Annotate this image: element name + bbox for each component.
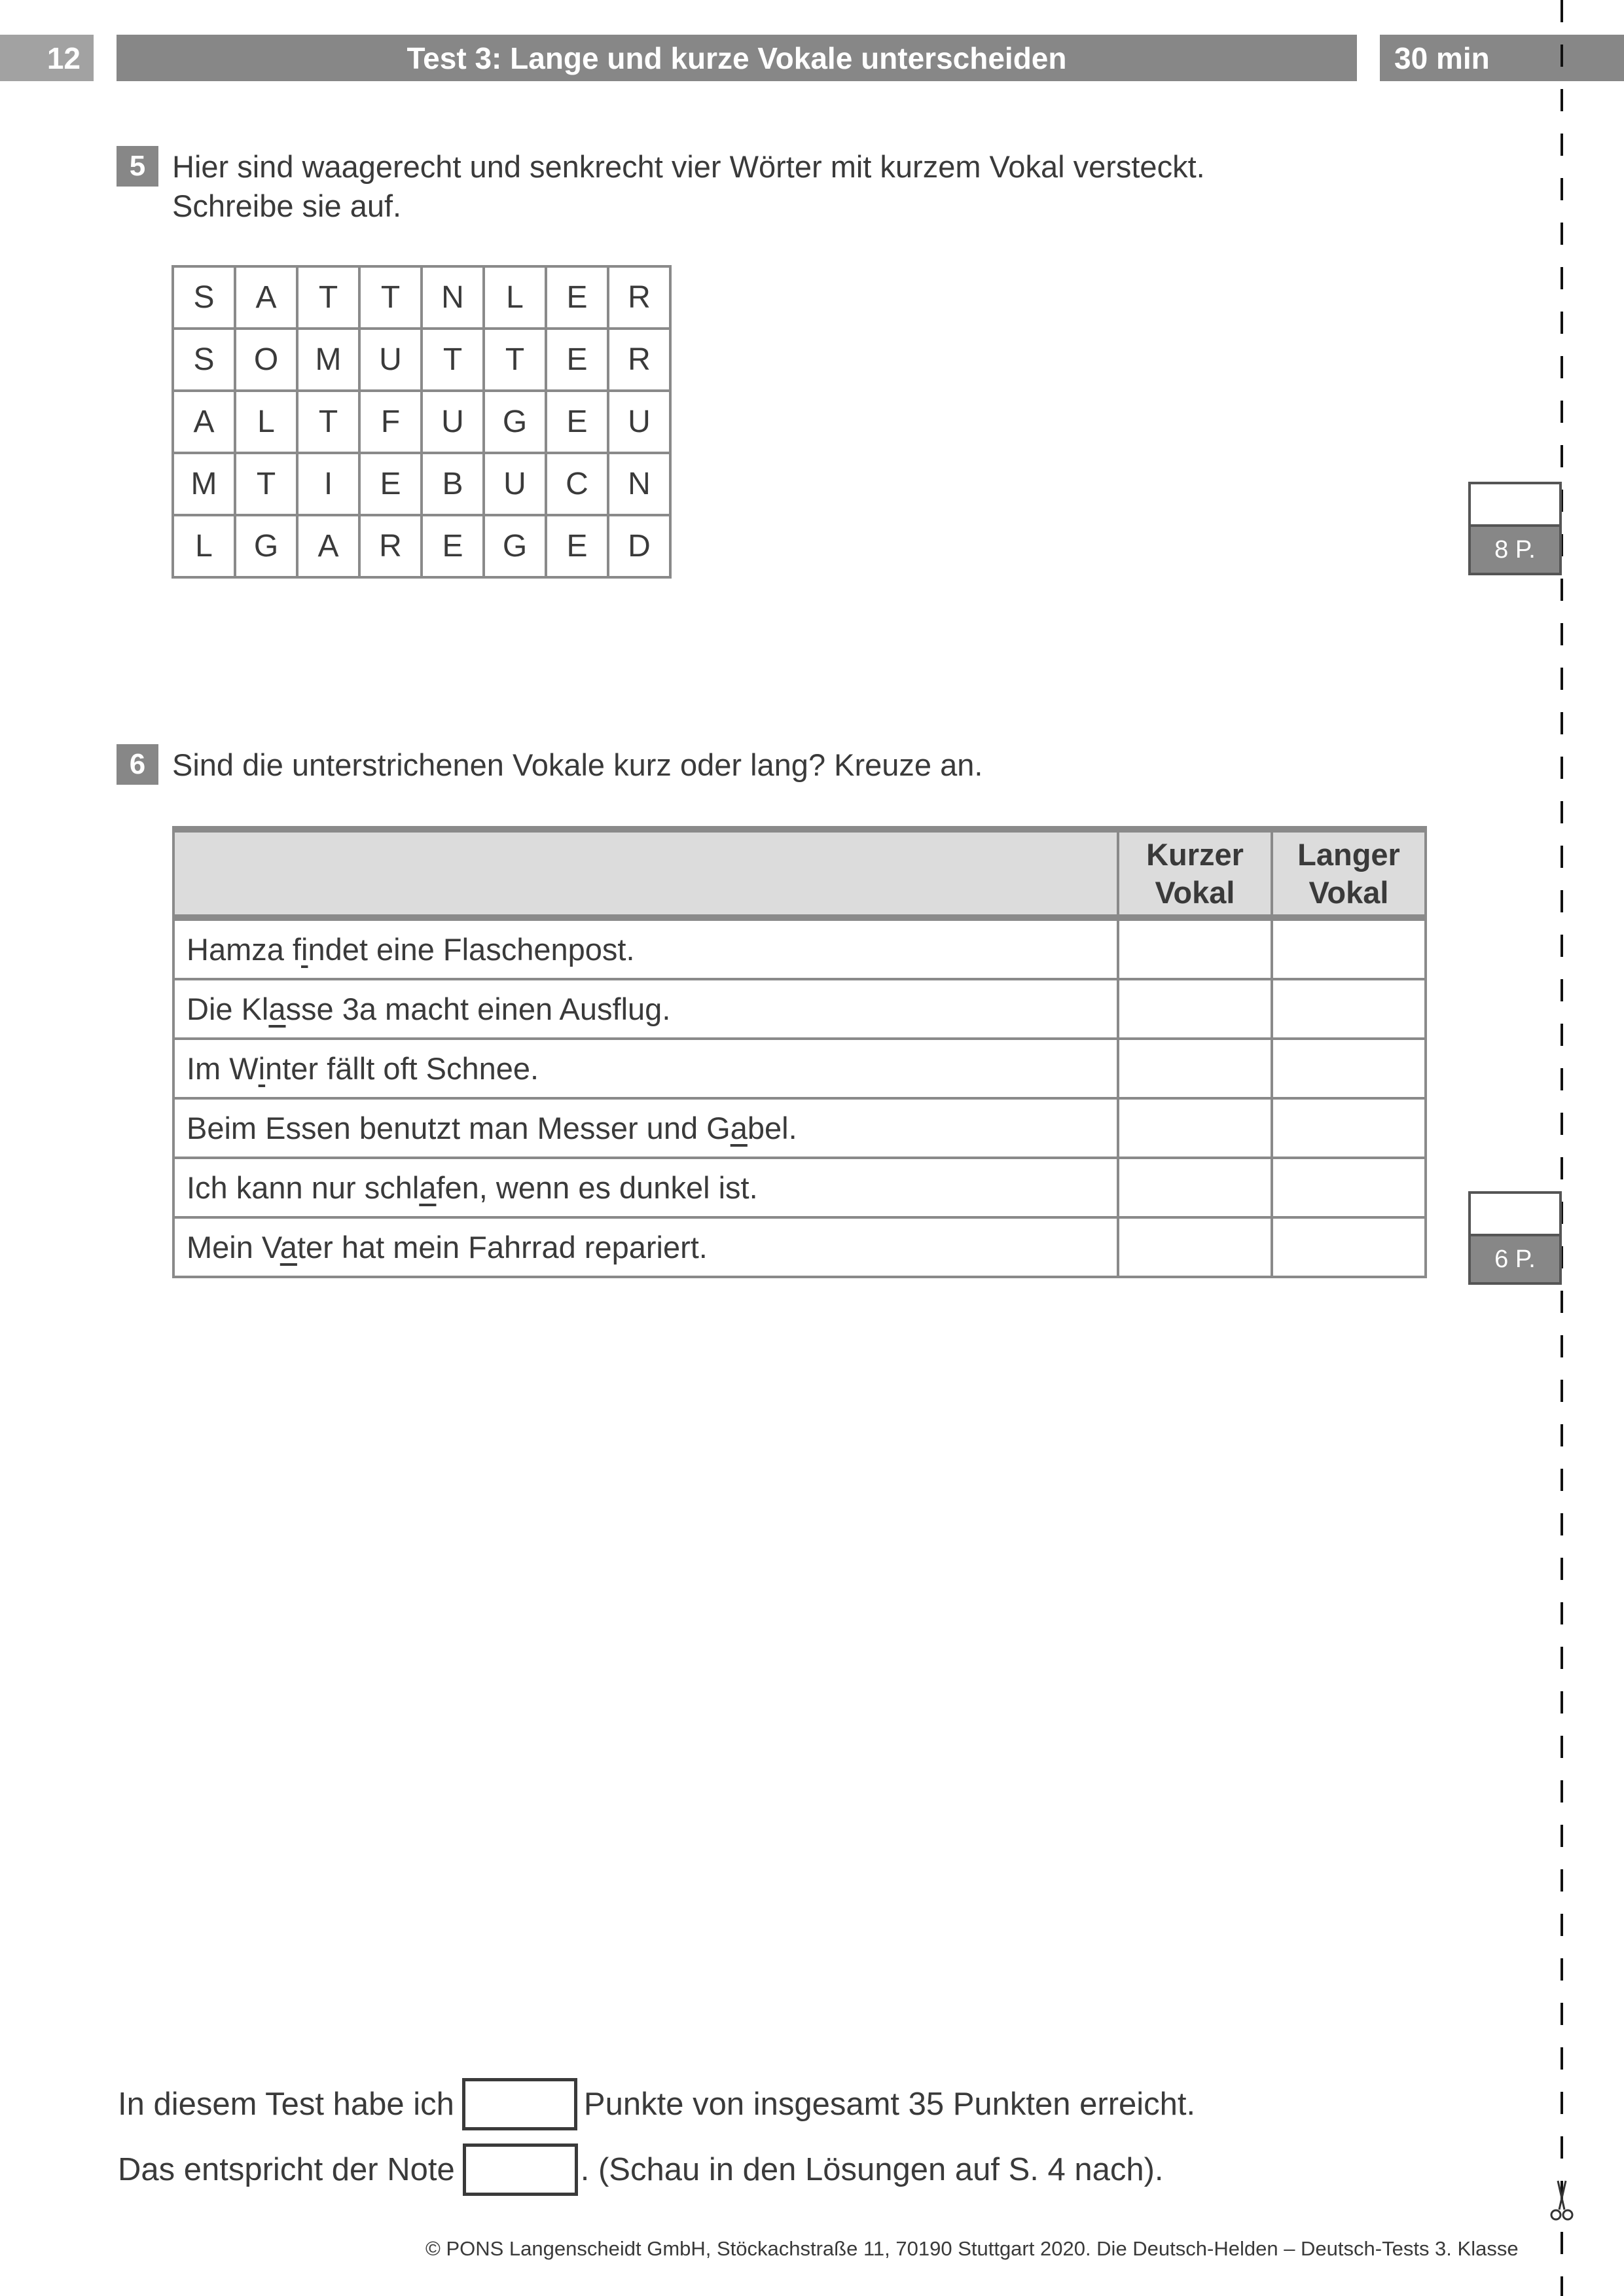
grid-cell: T bbox=[359, 266, 422, 329]
time-limit-text: 30 min bbox=[1394, 41, 1490, 75]
grid-cell: E bbox=[546, 515, 608, 577]
grid-cell: L bbox=[484, 266, 546, 329]
grid-cell: L bbox=[173, 515, 235, 577]
summary-grade-line bbox=[118, 2142, 1164, 2198]
sentence-text: ter hat mein Fahrrad repariert. bbox=[297, 1230, 708, 1265]
long-vowel-checkbox[interactable] bbox=[1272, 1158, 1426, 1217]
short-vowel-checkbox[interactable] bbox=[1118, 918, 1272, 979]
grid-cell: M bbox=[297, 329, 359, 391]
grid-cell: A bbox=[235, 266, 297, 329]
grid-cell: L bbox=[235, 391, 297, 453]
task-6-points-label bbox=[1471, 1234, 1559, 1282]
cut-line-bottom bbox=[1561, 2232, 1563, 2296]
summary-points-suffix: Punkte von insgesamt 35 Punkten erreicht. bbox=[583, 2087, 1196, 2122]
grid-cell: T bbox=[297, 391, 359, 453]
sentence-text: Ich kann nur schl bbox=[187, 1170, 420, 1205]
grid-cell: D bbox=[608, 515, 670, 577]
grid-cell: A bbox=[297, 515, 359, 577]
grid-row bbox=[173, 515, 670, 577]
underlined-vowel: a bbox=[730, 1111, 748, 1145]
grid-cell: T bbox=[235, 453, 297, 515]
grid-cell: E bbox=[359, 453, 422, 515]
long-vowel-checkbox[interactable] bbox=[1272, 1039, 1426, 1098]
underlined-vowel: i bbox=[301, 932, 308, 967]
grid-cell: I bbox=[297, 453, 359, 515]
task-6-number: 6 bbox=[129, 748, 146, 780]
sentence-cell bbox=[173, 1039, 1118, 1098]
short-vowel-checkbox[interactable] bbox=[1118, 1158, 1272, 1217]
task-5-points-label bbox=[1471, 524, 1559, 573]
table-header-row bbox=[173, 829, 1426, 918]
table-row bbox=[173, 1098, 1426, 1158]
sentence-cell bbox=[173, 979, 1118, 1039]
grid-cell: F bbox=[359, 391, 422, 453]
grid-row bbox=[173, 453, 670, 515]
sentence-text: sse 3a macht einen Ausflug. bbox=[285, 992, 671, 1026]
grade-input[interactable] bbox=[463, 2144, 578, 2196]
task-6-instruction: Sind die unterstrichenen Vokale kurz oder lang? Kreuze an. bbox=[172, 747, 983, 782]
grid-cell: U bbox=[359, 329, 422, 391]
long-vowel-checkbox[interactable] bbox=[1272, 979, 1426, 1039]
grid-cell: M bbox=[173, 453, 235, 515]
long-vowel-header-line1: Langer bbox=[1297, 836, 1400, 872]
grid-cell: A bbox=[173, 391, 235, 453]
task-5-instruction-line1: Hier sind waagerecht und senkrecht vier Wörter mit kurzem Vokal versteckt. bbox=[172, 149, 1205, 184]
grid-cell: N bbox=[422, 266, 484, 329]
grid-cell: U bbox=[422, 391, 484, 453]
table-row bbox=[173, 1039, 1426, 1098]
word-search-grid bbox=[171, 265, 672, 579]
grid-cell: E bbox=[546, 329, 608, 391]
summary-grade-prefix: Das entspricht der Note bbox=[118, 2152, 455, 2187]
sentence-text: Hamza f bbox=[187, 932, 301, 967]
page-number-text: 12 bbox=[46, 41, 81, 75]
table-row bbox=[173, 979, 1426, 1039]
underlined-vowel: a bbox=[268, 992, 286, 1026]
grid-row bbox=[173, 329, 670, 391]
long-vowel-header-line2: Vokal bbox=[1308, 874, 1389, 910]
grid-cell: U bbox=[484, 453, 546, 515]
task-5-number: 5 bbox=[129, 150, 146, 182]
grid-cell: N bbox=[608, 453, 670, 515]
grid-cell: E bbox=[422, 515, 484, 577]
time-limit bbox=[1380, 35, 1624, 81]
sentence-cell bbox=[173, 918, 1118, 979]
sentence-text: Die Kl bbox=[187, 992, 269, 1026]
cut-line bbox=[1561, 0, 1563, 2199]
short-vowel-checkbox[interactable] bbox=[1118, 979, 1272, 1039]
scissors-icon bbox=[1549, 2179, 1575, 2225]
short-vowel-header-line2: Vokal bbox=[1155, 874, 1235, 910]
grid-row bbox=[173, 266, 670, 329]
short-vowel-checkbox[interactable] bbox=[1118, 1098, 1272, 1158]
grid-cell: R bbox=[608, 329, 670, 391]
summary-points-prefix: In diesem Test habe ich bbox=[118, 2087, 454, 2122]
grid-cell: O bbox=[235, 329, 297, 391]
long-vowel-checkbox[interactable] bbox=[1272, 1098, 1426, 1158]
table-row bbox=[173, 1158, 1426, 1217]
task-6-points-box[interactable] bbox=[1468, 1191, 1562, 1285]
grid-cell: S bbox=[173, 266, 235, 329]
task-5-instruction bbox=[172, 147, 1205, 226]
sentence-text: fen, wenn es dunkel ist. bbox=[436, 1170, 758, 1205]
grid-row bbox=[173, 391, 670, 453]
task-5-points-box[interactable] bbox=[1468, 482, 1562, 575]
table-row bbox=[173, 918, 1426, 979]
long-vowel-column-header bbox=[1272, 829, 1426, 918]
grid-cell: U bbox=[608, 391, 670, 453]
grid-cell: S bbox=[173, 329, 235, 391]
grid-cell: E bbox=[546, 266, 608, 329]
sentence-text: ndet eine Flaschenpost. bbox=[308, 932, 635, 967]
underlined-vowel: i bbox=[258, 1051, 266, 1086]
copyright-footer: © PONS Langenscheidt GmbH, Stöckachstraße 11, 70190 Stuttgart 2020. Die Deutsch-Helden – Deutsch-Tests 3. Klasse bbox=[425, 2237, 1519, 2260]
task-5-instruction-line2: Schreibe sie auf. bbox=[172, 188, 402, 223]
grid-cell: T bbox=[484, 329, 546, 391]
sentence-cell bbox=[173, 1217, 1118, 1277]
underlined-vowel: a bbox=[280, 1230, 297, 1265]
grid-cell: T bbox=[297, 266, 359, 329]
long-vowel-checkbox[interactable] bbox=[1272, 1217, 1426, 1277]
sentence-text: Im W bbox=[187, 1051, 259, 1086]
grid-cell: G bbox=[484, 515, 546, 577]
grid-cell: E bbox=[546, 391, 608, 453]
sentence-text: Mein V bbox=[187, 1230, 280, 1265]
page-number bbox=[0, 35, 94, 81]
underlined-vowel: a bbox=[419, 1170, 437, 1205]
sentence-text: nter fällt oft Schnee. bbox=[265, 1051, 539, 1086]
sentence-column-header bbox=[173, 829, 1118, 918]
summary-points-line bbox=[118, 2076, 1195, 2132]
short-vowel-header-line1: Kurzer bbox=[1146, 836, 1244, 872]
sentence-text: Beim Essen benutzt man Messer und G bbox=[187, 1111, 731, 1145]
total-points-input[interactable] bbox=[462, 2078, 577, 2130]
test-title-bar bbox=[117, 35, 1357, 81]
task-5-points-text: 8 P. bbox=[1494, 535, 1536, 564]
grid-cell: C bbox=[546, 453, 608, 515]
grid-cell: R bbox=[359, 515, 422, 577]
task-6-points-text: 6 P. bbox=[1494, 1245, 1536, 1273]
test-title: Test 3: Lange und kurze Vokale unterscheiden bbox=[406, 41, 1067, 75]
grid-cell: T bbox=[422, 329, 484, 391]
summary-grade-suffix: . (Schau in den Lösungen auf S. 4 nach). bbox=[580, 2152, 1164, 2187]
sentence-cell bbox=[173, 1158, 1118, 1217]
sentence-text: bel. bbox=[747, 1111, 797, 1145]
grid-cell: G bbox=[484, 391, 546, 453]
grid-cell: R bbox=[608, 266, 670, 329]
short-vowel-column-header bbox=[1118, 829, 1272, 918]
task-6-badge bbox=[117, 744, 158, 785]
grid-cell: B bbox=[422, 453, 484, 515]
vowel-table bbox=[172, 826, 1427, 1278]
task-5-badge bbox=[117, 146, 158, 187]
short-vowel-checkbox[interactable] bbox=[1118, 1039, 1272, 1098]
table-row bbox=[173, 1217, 1426, 1277]
sentence-cell bbox=[173, 1098, 1118, 1158]
short-vowel-checkbox[interactable] bbox=[1118, 1217, 1272, 1277]
long-vowel-checkbox[interactable] bbox=[1272, 918, 1426, 979]
grid-cell: G bbox=[235, 515, 297, 577]
